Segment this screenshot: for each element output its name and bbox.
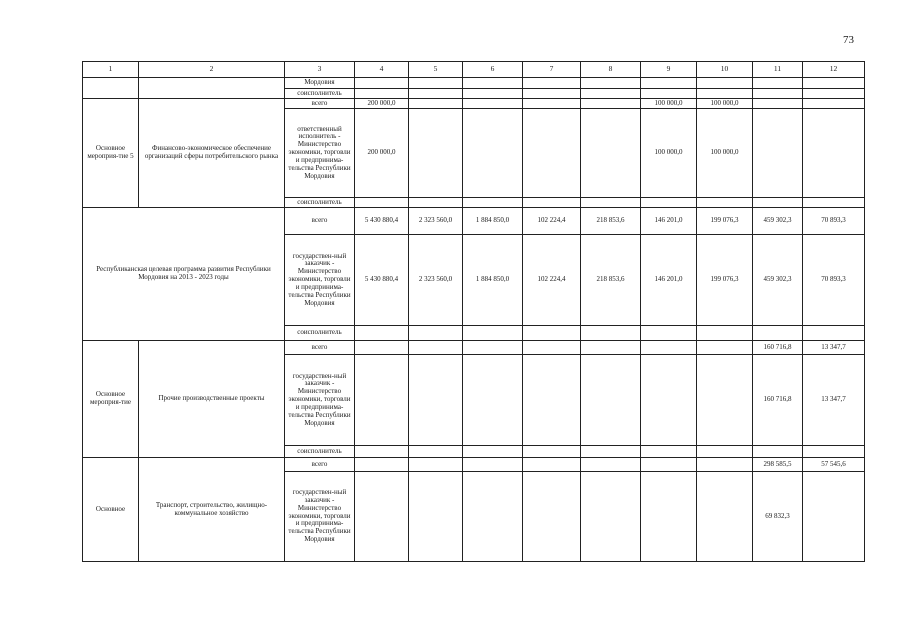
table-row	[83, 208, 865, 235]
value-cell: 199 076,3	[697, 208, 753, 235]
value-cell: 70 893,3	[803, 208, 865, 235]
header-cell: 6	[463, 62, 523, 78]
executor-cell: соисполнитель	[285, 446, 355, 458]
value-cell: 200 000,0	[355, 99, 409, 109]
table-row	[83, 458, 865, 472]
value-cell: 100 000,0	[641, 109, 697, 198]
value-cell: 100 000,0	[697, 109, 753, 198]
executor-cell: государствен-ный заказчик - Министерство экономики, торговли и предпринима-тельства Республики Мордовия	[285, 355, 355, 446]
value-cell: 13 347,7	[803, 341, 865, 355]
page-number: 73	[843, 34, 854, 46]
value-cell: 146 201,0	[641, 235, 697, 326]
value-cell: 1 884 850,0	[463, 235, 523, 326]
value-cell: 100 000,0	[697, 99, 753, 109]
executor-cell: государствен-ный заказчик - Министерство экономики, торговли и предпринима-тельства Республики Мордовия	[285, 472, 355, 562]
value-cell: 199 076,3	[697, 235, 753, 326]
budget-table	[82, 61, 865, 562]
measure-label: Основное мероприя-тие	[83, 341, 139, 458]
value-cell: 5 430 880,4	[355, 235, 409, 326]
value-cell: 298 585,5	[753, 458, 803, 472]
value-cell: 218 853,6	[581, 208, 641, 235]
executor-cell: всего	[285, 458, 355, 472]
value-cell: 459 302,3	[753, 235, 803, 326]
measure-title: Транспорт, строительство, жилищно-коммунальное хозяйство	[139, 458, 285, 562]
value-cell: 1 884 850,0	[463, 208, 523, 235]
header-cell: 9	[641, 62, 697, 78]
value-cell: 69 832,3	[753, 472, 803, 562]
table-row	[83, 99, 865, 109]
executor-cell: соисполнитель	[285, 326, 355, 341]
value-cell: 5 430 880,4	[355, 208, 409, 235]
header-cell: 4	[355, 62, 409, 78]
executor-cell: всего	[285, 208, 355, 235]
value-cell: 70 893,3	[803, 235, 865, 326]
header-cell: 5	[409, 62, 463, 78]
executor-cell: всего	[285, 341, 355, 355]
executor-cell: всего	[285, 99, 355, 109]
header-cell: 1	[83, 62, 139, 78]
executor-cell: Мордовия	[285, 78, 355, 89]
measure-label: Основное мероприя-тие 5	[83, 99, 139, 208]
value-cell: 160 716,8	[753, 355, 803, 446]
table-row	[83, 341, 865, 355]
header-cell: 11	[753, 62, 803, 78]
header-cell: 7	[523, 62, 581, 78]
executor-cell: соисполнитель	[285, 89, 355, 99]
value-cell: 218 853,6	[581, 235, 641, 326]
value-cell: 57 545,6	[803, 458, 865, 472]
executor-cell: государствен-ный заказчик - Министерство экономики, торговли и предпринима-тельства Республики Мордовия	[285, 235, 355, 326]
table-row	[83, 89, 865, 99]
header-cell: 10	[697, 62, 753, 78]
value-cell: 2 323 560,0	[409, 235, 463, 326]
executor-cell: соисполнитель	[285, 198, 355, 208]
value-cell: 100 000,0	[641, 99, 697, 109]
header-cell: 8	[581, 62, 641, 78]
value-cell: 200 000,0	[355, 109, 409, 198]
header-cell: 12	[803, 62, 865, 78]
header-cell: 2	[139, 62, 285, 78]
header-cell: 3	[285, 62, 355, 78]
value-cell: 2 323 560,0	[409, 208, 463, 235]
value-cell: 459 302,3	[753, 208, 803, 235]
table-row	[83, 78, 865, 89]
value-cell: 102 224,4	[523, 235, 581, 326]
value-cell: 13 347,7	[803, 355, 865, 446]
executor-cell: ответственный исполнитель - Министерство экономики, торговли и предпринима-тельства Республики Мордовия	[285, 109, 355, 198]
measure-label: Основное	[83, 458, 139, 562]
program-title: Республиканская целевая программа развития Республики Мордовия на 2013 - 2023 годы	[83, 208, 285, 341]
value-cell: 102 224,4	[523, 208, 581, 235]
measure-title: Финансово-экономическое обеспечение организаций сферы потребительского рынка	[139, 99, 285, 208]
value-cell: 160 716,8	[753, 341, 803, 355]
value-cell: 146 201,0	[641, 208, 697, 235]
measure-title: Прочие производственные проекты	[139, 341, 285, 458]
header-row	[83, 62, 865, 78]
